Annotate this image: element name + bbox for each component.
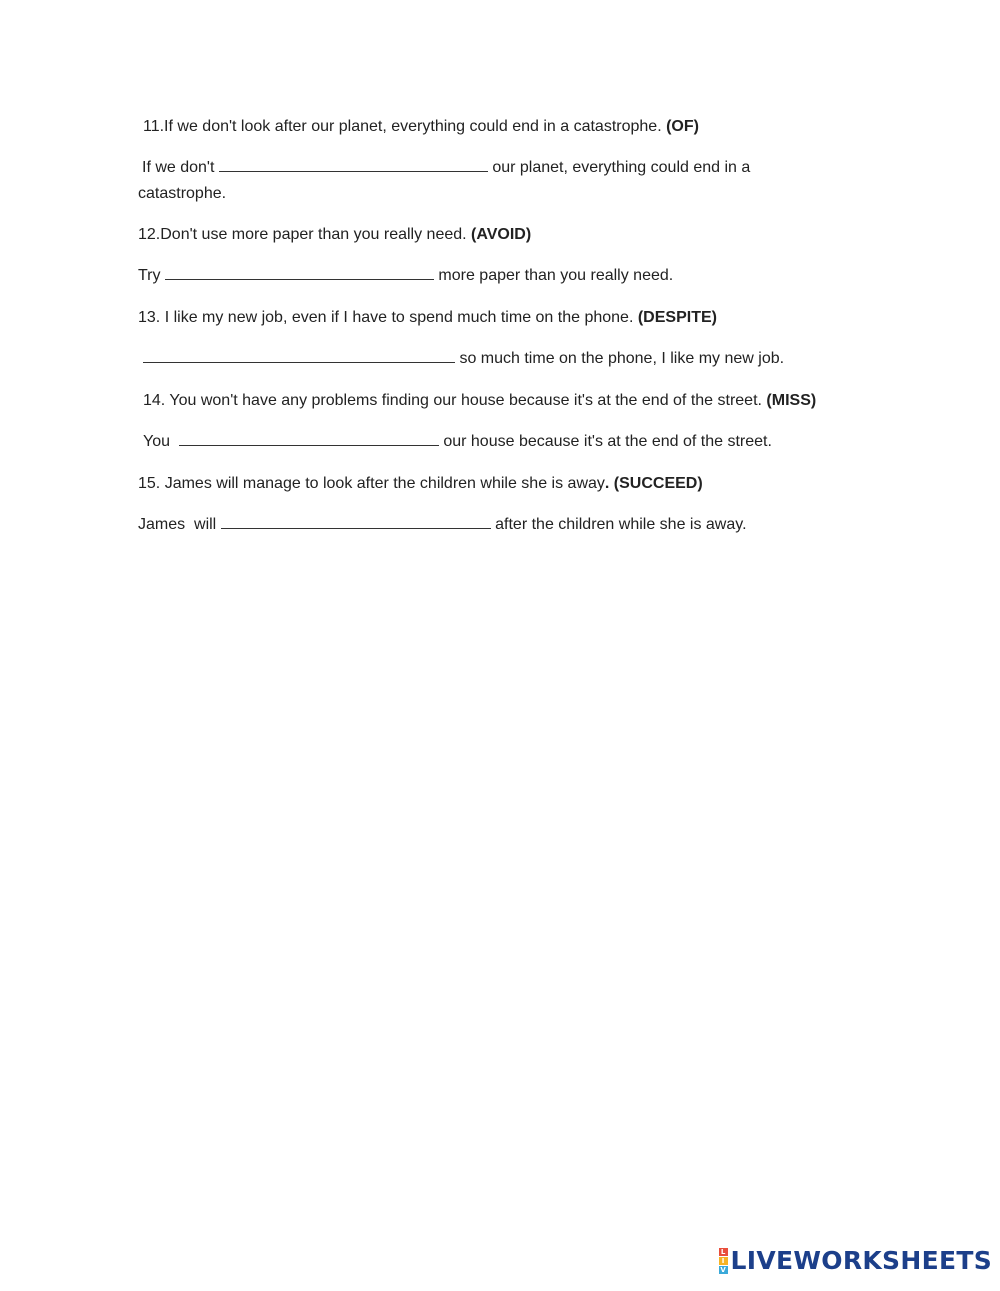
keyword-15: . (SUCCEED) <box>604 475 703 492</box>
liveworksheets-logo <box>719 1246 992 1275</box>
keyword-11: (OF) <box>666 118 699 135</box>
answer-12: Try more paper than you really need. <box>138 264 673 288</box>
answer-11-continued: catastrophe. <box>138 185 227 202</box>
answer-11: If we don't our planet, everything could end in a <box>142 156 750 180</box>
logo-blocks-icon <box>719 1248 728 1274</box>
question-12: 12.Don't use more paper than you really need. (AVOID) <box>138 226 532 243</box>
logo-block-l: L <box>719 1248 728 1256</box>
answer-blank-13[interactable] <box>143 347 455 363</box>
answer-13: so much time on the phone, I like my new job. <box>143 347 784 371</box>
question-11: 11.If we don't look after our planet, everything could end in a catastrophe. (OF) <box>143 118 699 135</box>
question-13: 13. I like my new job, even if I have to spend much time on the phone. (DESPITE) <box>138 309 717 326</box>
answer-blank-11[interactable] <box>219 156 488 172</box>
answer-blank-14[interactable] <box>179 430 439 446</box>
answer-blank-12[interactable] <box>165 264 434 280</box>
question-14: 14. You won't have any problems finding our house because it's at the end of the street. (MISS) <box>143 392 817 409</box>
keyword-14: (MISS) <box>766 392 817 409</box>
answer-blank-15[interactable] <box>221 513 491 529</box>
logo-block-i: I <box>719 1257 728 1265</box>
logo-block-v: V <box>720 1265 726 1274</box>
question-15: 15. James will manage to look after the children while she is away. (SUCCEED) <box>138 475 703 492</box>
answer-15: James will after the children while she is away. <box>138 513 747 537</box>
logo-text: LIVEWORKSHEETS <box>730 1246 992 1275</box>
keyword-12: (AVOID) <box>471 226 532 243</box>
answer-14: You our house because it's at the end of the street. <box>143 430 772 454</box>
keyword-13: (DESPITE) <box>637 309 717 326</box>
